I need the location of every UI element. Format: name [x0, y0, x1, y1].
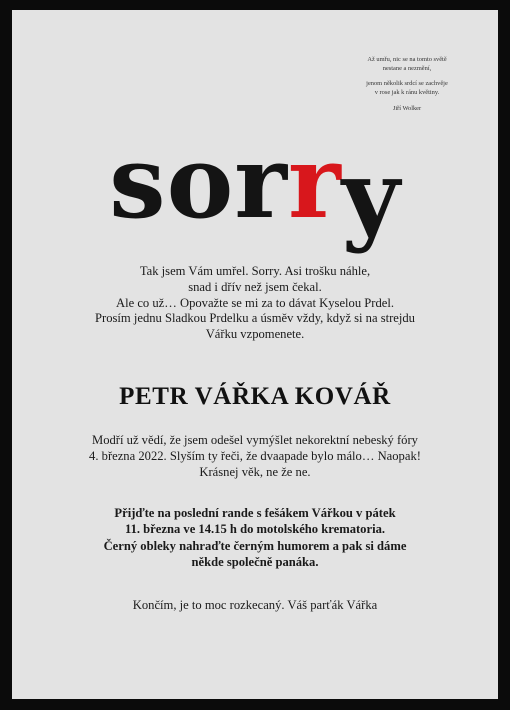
- headline-letter-o: o: [166, 123, 235, 241]
- headline-letter-r-red: r: [287, 123, 342, 241]
- intro-line: snad i dřív než jsem čekal.: [188, 279, 322, 294]
- epigraph-line: v rose jak k ránu květiny.: [374, 88, 440, 96]
- intro-line: Tak jsem Vám umřel. Sorry. Asi trošku náhle,: [139, 264, 371, 278]
- intro-line: Ale co už… Opovažte se mi za to dávat Kyselou Prdel.: [115, 295, 395, 310]
- funeral-invitation: [42, 505, 468, 571]
- deceased-name: PETR VÁŘKA KOVÁŘ: [119, 383, 391, 410]
- epigraph-line: jenom několik srdcí se zachvěje: [366, 80, 448, 88]
- epigraph-poem: [342, 56, 472, 114]
- funeral-line: 11. března ve 14.15 h do motolského krematoria.: [124, 522, 386, 537]
- intro-paragraph: [42, 264, 468, 343]
- sorry-headline: [12, 123, 498, 255]
- announce-line: Modří už vědí, že jsem odešel vymýšlet nekorektní nebeský fóry: [92, 433, 418, 447]
- closing-signoff: Končím, je to moc rozkecaný. Váš parťák Vářka: [132, 598, 378, 612]
- announce-line: Krásnej věk, ne že ne.: [199, 464, 311, 479]
- epigraph-author: Jiří Wolker: [392, 105, 422, 113]
- funeral-line: Přijďte na poslední rande s fešákem Vářkou v pátek: [114, 506, 396, 520]
- funeral-line: Černý obleky nahraďte černým humorem a pak si dáme: [103, 538, 407, 553]
- funeral-line: někde společně panáka.: [191, 555, 319, 570]
- epigraph-line: nestane a nezmění,: [382, 64, 432, 72]
- headline-letter-y: y: [341, 137, 401, 255]
- death-announcement: [42, 433, 468, 480]
- obituary-card: [12, 10, 498, 699]
- announce-line: 4. března 2022. Slyším ty řeči, že dvaapade bylo málo… Naopak!: [89, 448, 421, 463]
- headline-letter-r: r: [234, 123, 288, 241]
- intro-line: Prosím jednu Sladkou Prdelku a úsměv vždy, když si na strejdu: [95, 311, 415, 326]
- headline-letter-s: s: [109, 123, 167, 241]
- intro-line: Vářku vzpomenete.: [205, 327, 305, 342]
- epigraph-line: Až umřu, nic se na tomto světě: [367, 56, 447, 63]
